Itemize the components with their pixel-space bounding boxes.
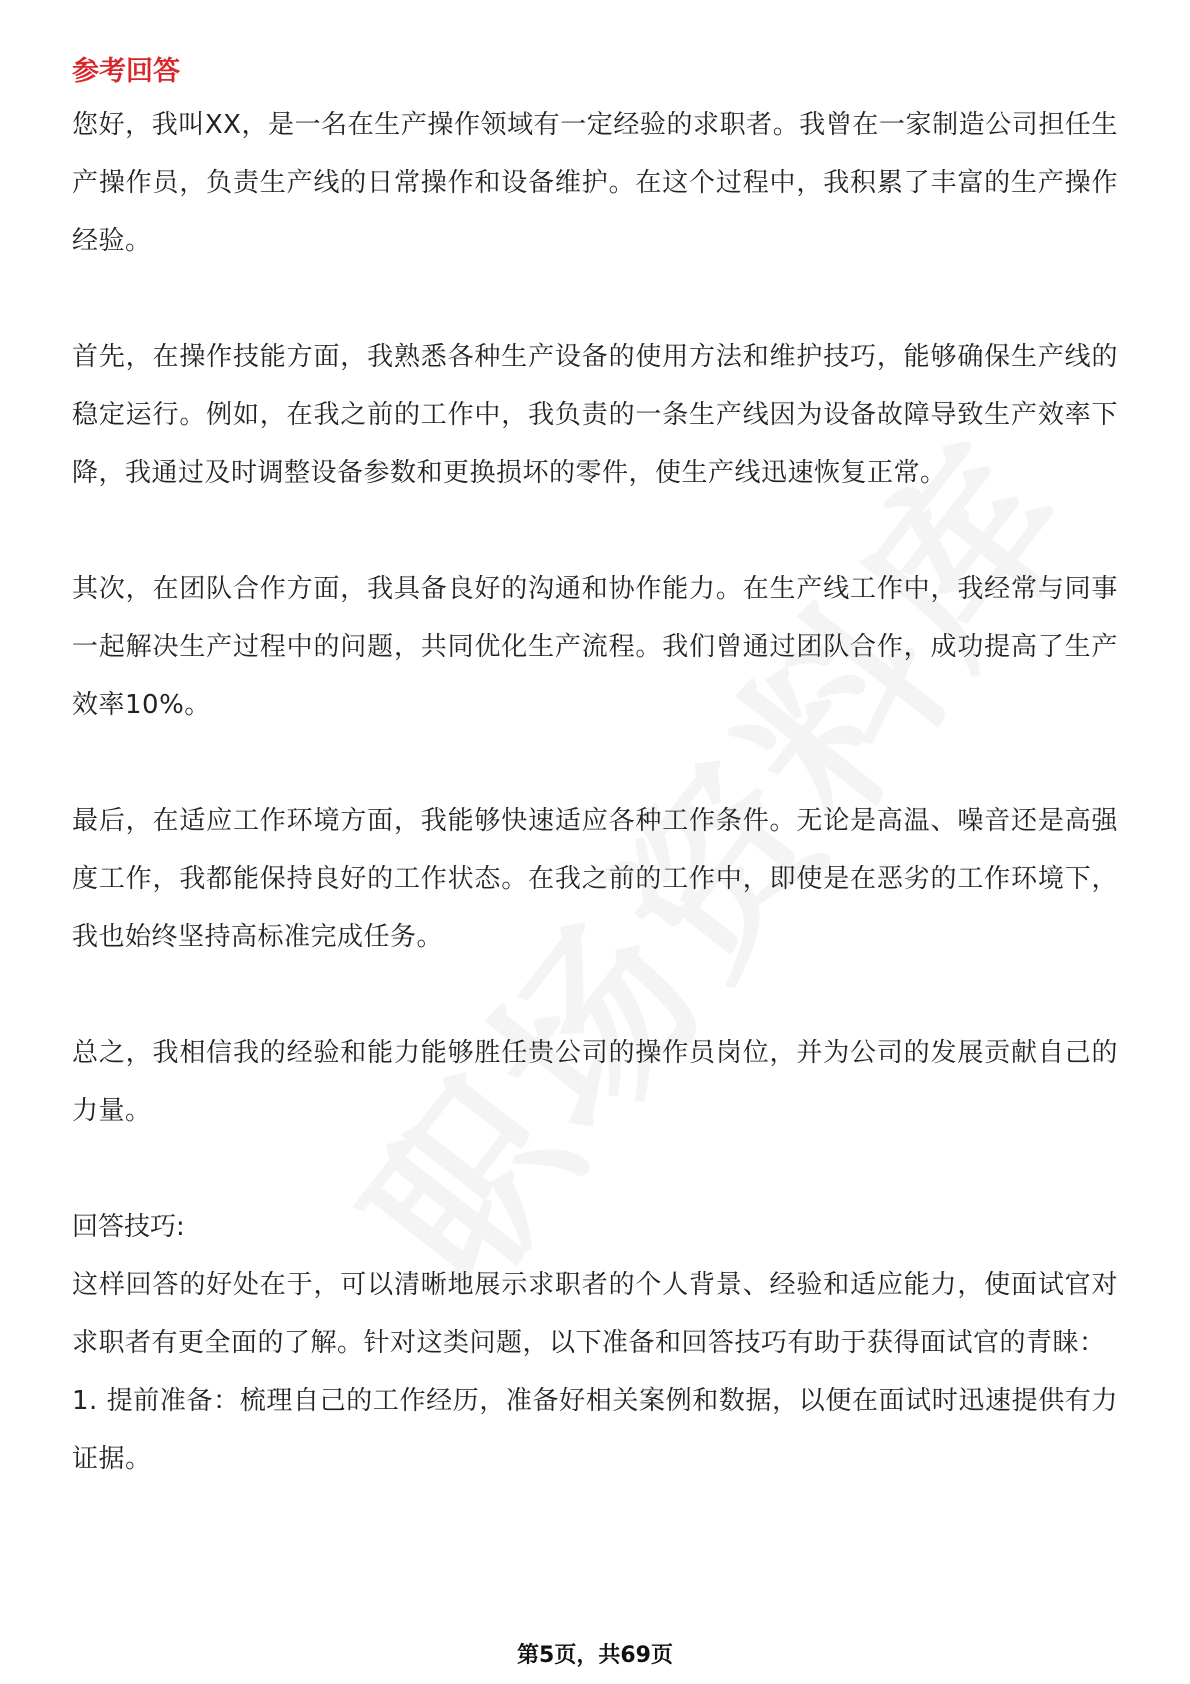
- paragraph-second: 其次，在团队合作方面，我具备良好的沟通和协作能力。在生产线工作中，我经常与同事一起解决生产过程中的问题，共同优化生产流程。我们曾通过团队合作，成功提高了生产效率10%。: [72, 574, 1118, 720]
- tips-item-1: 1. 提前准备：梳理自己的工作经历，准备好相关案例和数据，以便在面试时迅速提供有力证据。: [72, 1386, 1118, 1474]
- tips-body: 这样回答的好处在于，可以清晰地展示求职者的个人背景、经验和适应能力，使面试官对求职者有更全面的了解。针对这类问题，以下准备和回答技巧有助于获得面试官的青睐：: [72, 1270, 1118, 1358]
- section-heading: 参考回答: [72, 56, 180, 87]
- paragraph-intro: 您好，我叫XX，是一名在生产操作领域有一定经验的求职者。我曾在一家制造公司担任生产操作员，负责生产线的日常操作和设备维护。在这个过程中，我积累了丰富的生产操作经验。: [72, 110, 1118, 256]
- paragraph-conclusion: 总之，我相信我的经验和能力能够胜任贵公司的操作员岗位，并为公司的发展贡献自己的力量。: [72, 1038, 1118, 1126]
- paragraph-first: 首先，在操作技能方面，我熟悉各种生产设备的使用方法和维护技巧，能够确保生产线的稳定运行。例如，在我之前的工作中，我负责的一条生产线因为设备故障导致生产效率下降，我通过及时调整设备参数和更换损坏的零件，使生产线迅速恢复正常。: [72, 342, 1118, 488]
- page-number: 第5页，共69页: [517, 1643, 673, 1668]
- spacer: [72, 966, 1118, 1024]
- spacer: [72, 1140, 1118, 1198]
- spacer: [72, 270, 1118, 328]
- document-body: [72, 48, 1118, 1488]
- spacer: [72, 734, 1118, 792]
- spacer: [72, 502, 1118, 560]
- paragraph-third: 最后，在适应工作环境方面，我能够快速适应各种工作条件。无论是高温、噪音还是高强度工作，我都能保持良好的工作状态。在我之前的工作中，即使是在恶劣的工作环境下，我也始终坚持高标准完成任务。: [72, 806, 1118, 952]
- tips-label: 回答技巧:: [72, 1212, 185, 1242]
